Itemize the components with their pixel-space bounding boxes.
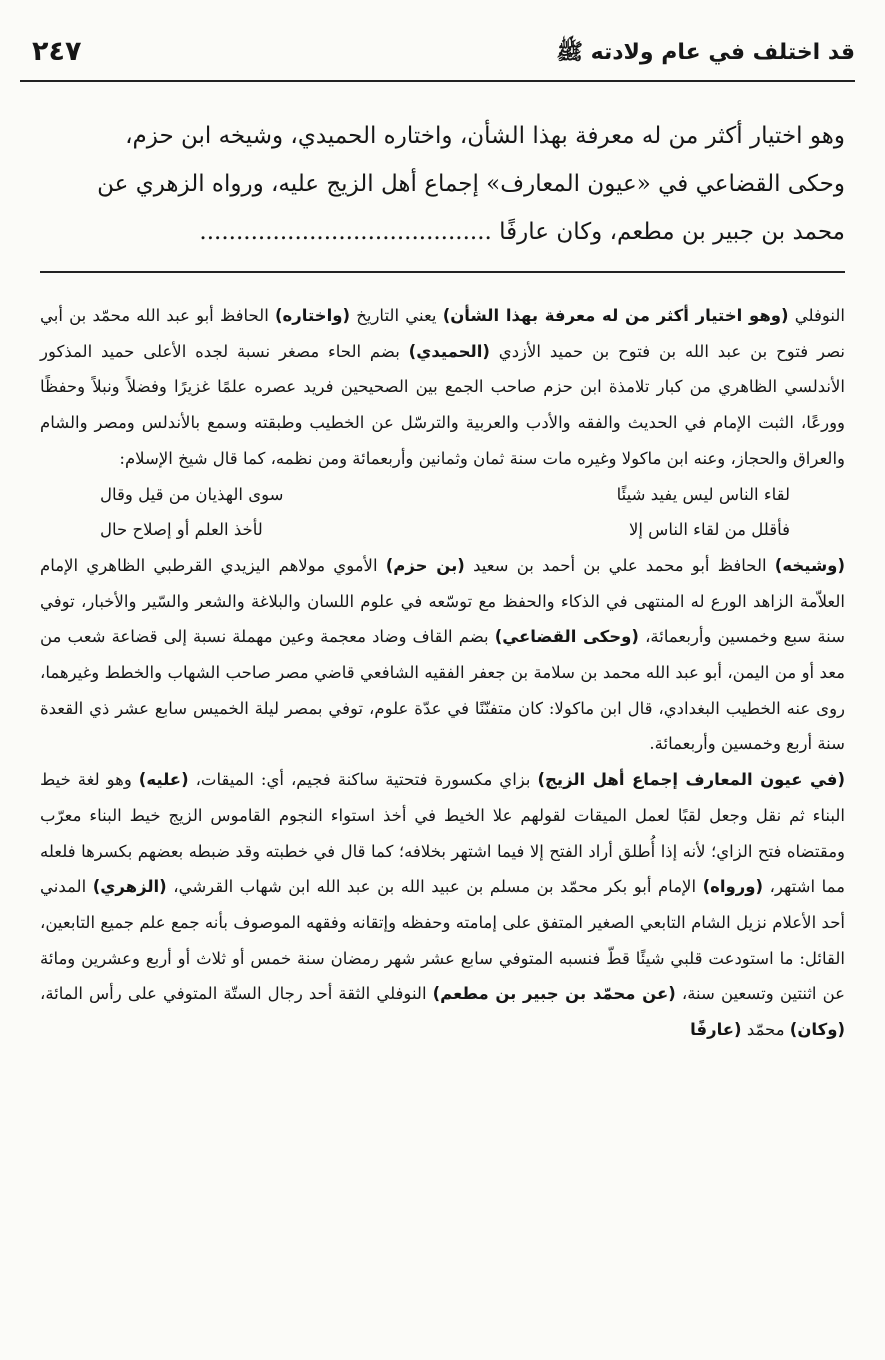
verse-hemistich: لقاء الناس ليس يفيد شيئًا <box>616 484 790 504</box>
verse-hemistich: لأخذ العلم أو إصلاح حال <box>100 520 263 540</box>
quoted-phrase: (وحكى القضاعي) <box>494 627 639 647</box>
quoted-phrase: (عارفًا <box>690 1020 742 1040</box>
verse-line <box>100 477 790 513</box>
quoted-phrase: (وهو اختيار أكثر من له معرفة بهذا الشأن) <box>442 306 789 325</box>
running-title: قد اختلف في عام ولادته ﷺ <box>556 40 855 65</box>
quoted-phrase: (واختاره) <box>274 306 351 325</box>
main-text-line: محمد بن جبير بن مطعم، وكان عارفًا ........................................ <box>199 219 845 245</box>
text-run: النوفلي <box>788 306 845 325</box>
poem <box>40 477 845 548</box>
verse-hemistich: فأقلل من لقاء الناس إلا <box>628 520 790 540</box>
text-run: المدني أحد الأعلام نزيل الشام التابعي الصغير المتفق على إمامته وحفظه وإتقانه وفقهه الموصوف بأنه جمع علم جميع التابعين، القائل: ما استودعت قلبي شيئًا قطّ فنسبه المتوفي سابع عشر شهر رمضان سنة خمس أو ثلاث أو أربع وعشرين ومائة عن اثنتين وتسعين سنة، <box>40 877 845 1004</box>
commentary-paragraph <box>40 762 845 1048</box>
quoted-phrase: (في عيون المعارف إجماع أهل الزيج) <box>537 770 846 790</box>
separator-rule <box>40 271 845 273</box>
quoted-phrase: (وشيخه) <box>774 555 845 575</box>
text-run: الحافظ أبو محمد علي بن أحمد بن سعيد <box>464 555 775 575</box>
main-text-line: وهو اختيار أكثر من له معرفة بهذا الشأن، واختاره الحميدي، وشيخه ابن حزم، <box>125 123 845 149</box>
commentary-paragraph <box>40 298 845 477</box>
text-run: بضم القاف وضاد معجمة وعين مهملة نسبة إلى قضاعة شعب من معد أو من اليمن، أبو عبد الله محمد بن سلامة بن جعفر الفقيه الشافعي قاضي مصر صاحب الشهاب والخطط وغيرهما، روى عنه الخطيب البغدادي، قال ابن ماكولا: كان متفنّنًا في عدّة علوم، توفي بمصر ليلة الخميس سابع عشر ذي القعدة سنة أربع وخمسين وأربعمائة. <box>40 627 845 754</box>
quoted-phrase: (عليه) <box>138 770 189 790</box>
main-text <box>40 112 845 256</box>
text-run: وهو لغة خيط البناء ثم نقل وجعل لقبًا لعمل الميقات لقولهم علا الخيط في أخذ استواء النجوم القاموس الزيج خيط البناء معرّب ومقتضاه فتح الزاي؛ لأنه إذا أُطلق أراد الفتح إلا فيما اشتهر بخلافه؛ كما قال في خطبته وقد ضبطه بعضهم بكسرها فلعله مما اشتهر، <box>40 770 846 897</box>
quoted-phrase: (ورواه) <box>702 877 764 897</box>
commentary <box>40 298 845 1048</box>
page-header <box>20 30 855 82</box>
text-run: الحافظ أبو عبد الله محمّد بن أبي نصر فتوح بن عبد الله بن فتوح بن حميد الأزدي <box>40 306 845 361</box>
verse-hemistich: سوى الهذيان من قيل وقال <box>100 484 284 504</box>
text-run: الإمام أبو بكر محمّد بن مسلم بن عبيد الله بن عبد الله ابن شهاب القرشي، <box>166 877 703 897</box>
text-run: النوفلي الثقة أحد رجال الستّة المتوفي على رأس المائة، <box>40 984 433 1004</box>
quoted-phrase: (الزهري) <box>92 877 167 897</box>
quoted-phrase: (الحميدي) <box>408 341 490 361</box>
text-run: الأموي مولاهم اليزيدي القرطبي الظاهري الإمام العلاّمة الزاهد الورع له المنتهى في الذكاء والحفظ مع توسّعه في علوم اللسان والبلاغة والشعر والسّير والأخبار، توفي سنة سبع وخمسين وأربعمائة، <box>40 555 845 647</box>
verse-line <box>100 512 790 548</box>
page-number: ٢٤٧ <box>32 36 82 67</box>
text-run: يعني التاريخ <box>350 306 443 325</box>
text-run: بضم الحاء مصغر نسبة لجده الأعلى حميد المذكور الأندلسي الظاهري من كبار تلامذة ابن حزم صاحب الجمع بين الصحيحين فريد عصره علمًا غزيرًا وفضلاً ونبلاً وحفظًا وورعًا، الثبت الإمام في الحديث والفقه والأدب والعربية والترسّل عن الخطيب وطبقته وسمع بالأندلس ومصر والشام والعراق والحجاز، وعنه ابن ماكولا وغيره مات سنة ثمان وثمانين وأربعمائة ومن نظمه، كما قال شيخ الإسلام: <box>40 341 845 468</box>
text-run: محمّد <box>741 1020 790 1040</box>
quoted-phrase: (عن محمّد بن جبير بن مطعم) <box>432 984 676 1004</box>
text-run: بزاي مكسورة فتحتية ساكنة فجيم، أي: الميقات، <box>188 770 538 790</box>
commentary-paragraph <box>40 548 845 762</box>
quoted-phrase: (بن حزم) <box>385 555 465 575</box>
quoted-phrase: (وكان) <box>789 1020 845 1040</box>
main-text-line: وحكى القضاعي في «عيون المعارف» إجماع أهل الزيج عليه، ورواه الزهري عن <box>97 171 845 197</box>
